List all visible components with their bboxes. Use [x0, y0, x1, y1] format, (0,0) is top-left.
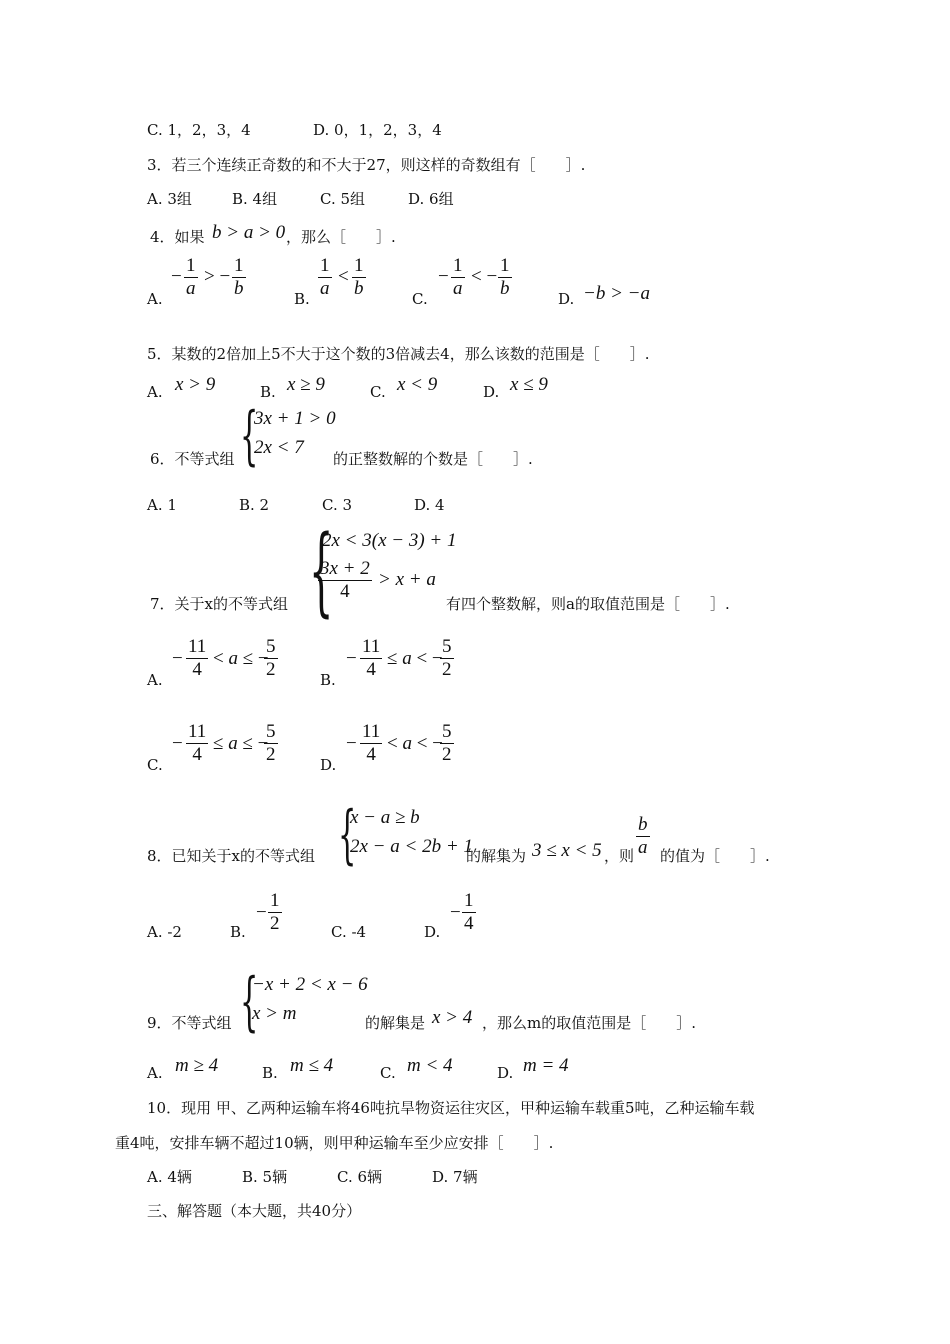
q3-stem: 3．若三个连续正奇数的和不大于27，则这样的奇数组有［ ］.: [147, 156, 586, 174]
q7-system-line1: 2x < 3(x − 3) + 1: [322, 530, 457, 551]
q9-brace-icon: {: [240, 965, 259, 1039]
q7-label-a: A.: [147, 671, 163, 689]
q5-option-a: x > 9: [175, 374, 216, 395]
q5-label-d: D.: [483, 383, 500, 401]
q9-label-c: C.: [380, 1064, 396, 1082]
q4-option-c-op: < −: [471, 266, 498, 287]
q7-label-d: D.: [320, 756, 337, 774]
q4-option-c-math: −: [438, 266, 449, 287]
q5-option-c: x < 9: [397, 374, 438, 395]
q8-stem-prefix: 8．已知关于x的不等式组: [147, 847, 316, 865]
q6-brace-icon: {: [240, 399, 259, 473]
q9-solution: x > 4: [432, 1007, 473, 1028]
q5-stem: 5．某数的2倍加上5不大于这个数的3倍减去4，那么该数的范围是［ ］.: [147, 345, 650, 363]
q9-option-b: m ≤ 4: [290, 1055, 334, 1076]
q7-label-c: C.: [147, 756, 163, 774]
q7-option-b-mid: ≤ a < −: [387, 648, 443, 669]
q4-label-b: B.: [294, 290, 310, 308]
q4-label-a: A.: [147, 290, 163, 308]
q6-option-a: A. 1: [147, 496, 177, 514]
q4-option-b-frac2: 1 b: [354, 255, 364, 299]
q7-brace-icon: {: [309, 515, 334, 627]
q7-option-b-frac2: 5 2: [442, 636, 452, 680]
q9-stem-mid: 的解集是: [365, 1014, 426, 1032]
q9-system-line1: −x + 2 < x − 6: [252, 974, 368, 995]
q4-option-a-op: > −: [204, 266, 231, 287]
q7-label-b: B.: [320, 671, 336, 689]
q10-stem-line1: 10．现用 甲、乙两种运输车将46吨抗旱物资运往灾区，甲种运输车载重5吨，乙种运输车载: [147, 1099, 755, 1117]
q4-label-d: D.: [558, 290, 575, 308]
q8-option-b-frac: 1 2: [270, 890, 280, 934]
q7-option-b-frac1: 11 4: [362, 636, 381, 680]
q5-label-b: B.: [260, 383, 276, 401]
q5-option-b: x ≥ 9: [287, 374, 325, 395]
q4-option-c-frac1: 1 a: [453, 255, 463, 299]
q4-stem-prefix: 4．如果: [150, 228, 205, 246]
q9-label-d: D.: [497, 1064, 514, 1082]
q7-stem-prefix: 7．关于x的不等式组: [150, 595, 289, 613]
q9-system-line2: x > m: [252, 1003, 297, 1024]
q9-stem-prefix: 9．不等式组: [147, 1014, 232, 1032]
q7-option-d-minus: −: [346, 733, 357, 754]
q3-option-b: B. 4组: [232, 190, 278, 208]
q8-option-c: C. -4: [331, 923, 367, 941]
q6-system-line2: 2x < 7: [254, 437, 304, 458]
q10-option-c: C. 6辆: [337, 1168, 383, 1186]
q7-option-d-frac1: 11 4: [362, 721, 381, 765]
q8-solution: 3 ≤ x < 5: [532, 840, 602, 861]
q7-option-d-frac2: 5 2: [442, 721, 452, 765]
q6-system-line1: 3x + 1 > 0: [254, 408, 336, 429]
q10-option-b: B. 5辆: [242, 1168, 288, 1186]
q9-label-a: A.: [147, 1064, 163, 1082]
q7-option-a-frac1: 11 4: [188, 636, 207, 680]
q9-option-d: m = 4: [523, 1055, 569, 1076]
q2-option-d: D. 0，1，2，3，4: [313, 121, 442, 139]
q8-ratio-frac: b a: [638, 814, 648, 858]
q10-option-d: D. 7辆: [432, 1168, 478, 1186]
q2-option-c: C. 1，2，3，4: [147, 121, 251, 139]
q8-option-a: A. -2: [147, 923, 182, 941]
q3-option-a: A. 3组: [147, 190, 192, 208]
section-3-heading: 三、解答题（本大题，共40分）: [147, 1202, 362, 1220]
q8-stem-then: ，则: [604, 847, 635, 865]
q4-option-d-math: −b > −a: [583, 283, 650, 304]
q8-brace-icon: {: [338, 798, 357, 872]
q7-option-a-mid: < a ≤ −: [213, 648, 269, 669]
q8-system-line1: x − a ≥ b: [350, 807, 420, 828]
q8-option-d-minus: −: [450, 902, 461, 923]
q8-label-d: D.: [424, 923, 441, 941]
q9-label-b: B.: [262, 1064, 278, 1082]
q3-option-c: C. 5组: [320, 190, 366, 208]
q6-option-c: C. 3: [322, 496, 353, 514]
q8-stem-suffix: 的值为［ ］.: [660, 847, 770, 865]
q7-option-c-frac2: 5 2: [266, 721, 276, 765]
q8-option-b-minus: −: [256, 902, 267, 923]
q6-option-d: D. 4: [414, 496, 445, 514]
q4-label-c: C.: [412, 290, 428, 308]
q4-option-a-math: −: [171, 266, 182, 287]
q7-stem-suffix: 有四个整数解，则a的取值范围是［ ］.: [446, 595, 730, 613]
q4-condition: b > a > 0: [212, 222, 286, 243]
q4-option-a-frac1: 1 a: [186, 255, 196, 299]
q10-stem-line2: 重4吨，安排车辆不超过10辆，则甲种运输车至少应安排［ ］.: [115, 1134, 554, 1152]
q7-option-c-frac1: 11 4: [188, 721, 207, 765]
q7-option-b-minus: −: [346, 648, 357, 669]
q5-label-a: A.: [147, 383, 163, 401]
q5-option-d: x ≤ 9: [510, 374, 548, 395]
q4-option-b-op: <: [338, 266, 349, 287]
q7-system-line2-rest: > x + a: [378, 569, 436, 590]
q7-option-d-mid: < a < −: [387, 733, 443, 754]
q3-option-d: D. 6组: [408, 190, 454, 208]
q9-stem-suffix: ，那么m的取值范围是［ ］.: [482, 1014, 696, 1032]
q9-option-a: m ≥ 4: [175, 1055, 219, 1076]
q6-option-b: B. 2: [239, 496, 270, 514]
q7-option-c-minus: −: [172, 733, 183, 754]
q4-option-b-frac1: 1 a: [320, 255, 330, 299]
q9-option-c: m < 4: [407, 1055, 453, 1076]
q7-option-a-minus: −: [172, 648, 183, 669]
q6-stem-prefix: 6．不等式组: [150, 450, 235, 468]
q4-stem-suffix: ，那么［ ］.: [286, 228, 396, 246]
q7-system-line2-frac: 3x + 2 4: [320, 558, 370, 602]
q4-option-c-frac2: 1 b: [500, 255, 510, 299]
q8-system-line2: 2x − a < 2b + 1: [350, 836, 473, 857]
q8-stem-mid: 的解集为: [466, 847, 527, 865]
q8-option-d-frac: 1 4: [464, 890, 474, 934]
q7-option-c-mid: ≤ a ≤ −: [213, 733, 269, 754]
q10-option-a: A. 4辆: [147, 1168, 192, 1186]
q4-option-a-frac2: 1 b: [234, 255, 244, 299]
q5-label-c: C.: [370, 383, 386, 401]
q7-option-a-frac2: 5 2: [266, 636, 276, 680]
q8-label-b: B.: [230, 923, 246, 941]
q6-stem-suffix: 的正整数解的个数是［ ］.: [333, 450, 533, 468]
